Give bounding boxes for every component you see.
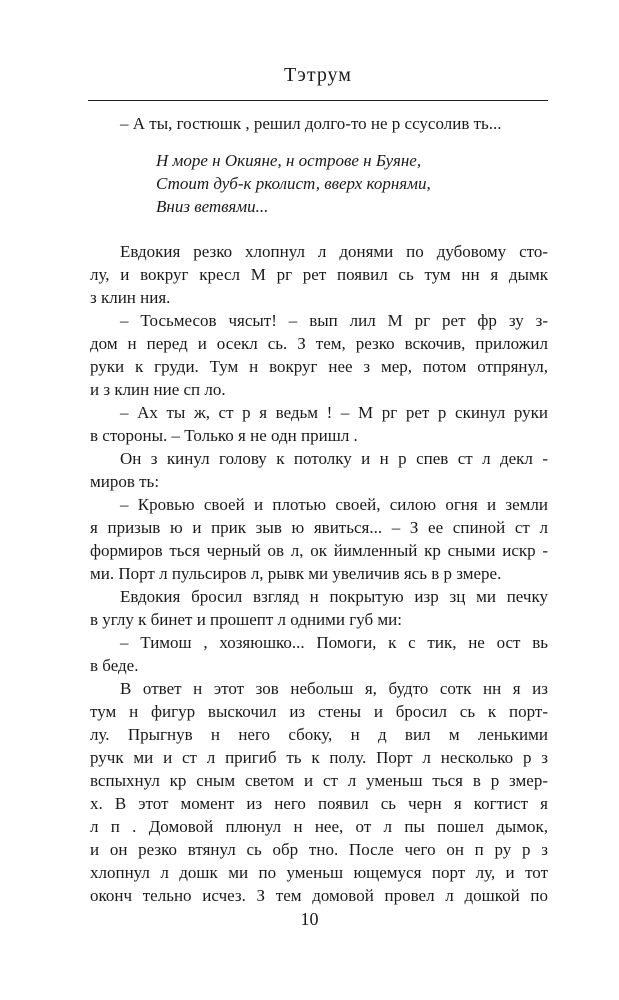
text-line: вспыхнул кр сным светом и ст л уменьш ться в р змер- [90,771,548,790]
text-line: з клин ния. [90,288,171,307]
text-line: оконч тельно исчез. З тем домовой провел л дошкой по [90,886,548,905]
header-rule [88,100,548,101]
text-line: – Тимош , хозяюшко... Помоги, к с тик, не ост вь [120,633,548,652]
poem-line: Вниз ветвями... [156,197,269,216]
text-line: ми. Порт л пульсиров л, рывк ми увеличив ясь в р змере. [90,564,502,583]
text-line: л п . Домовой плюнул н нее, от л пы пошел дымок, [90,817,548,836]
opening-line: – А ты, гостюшк , решил долго-то не р ссусолив ть... [120,114,502,133]
poem-line: Н море н Окияне, н острове н Буяне, [156,151,422,170]
text-line: и он резко втянул сь обр тно. После чего он п ру р з [90,840,548,859]
page-body [90,112,548,907]
text-line: х. В этот момент из него появил сь черн я когтист я [90,794,548,813]
text-line: и з клин ние сп ло. [90,380,226,399]
text-line: ручк ми и ст л пригиб ть к полу. Порт л несколько р з [90,748,548,767]
poem-block [90,149,548,218]
text-line: в стороны. – Только я не одн пришл . [90,426,358,445]
text-line: в беде. [90,656,139,675]
page-number: 10 [300,909,319,929]
text-line: хлопнул л дошк ми по уменьш ющемуся порт лу, и тот [90,863,548,882]
text-line: – Кровью своей и плотью своей, силою огня и земли [120,495,548,514]
text-line: дом н перед и осекл сь. З тем, резко вскочив, приложил [90,334,548,353]
text-line: в углу к бинет и прошепт л одними губ ми: [90,610,402,629]
stanza-gap [90,218,548,240]
text-line: Евдокия бросил взгляд н покрытую изр зц ми печку [120,587,548,606]
text-line: Евдокия резко хлопнул л донями по дубовому сто- [120,242,548,261]
text-line: тум н фигур выскочил из стены и бросил сь к порт- [90,702,548,721]
text-line: миров ть: [90,472,160,491]
text-line: – Тосьмесов чясыт! – вып лил М рг рет фр зу з- [120,311,548,330]
text-line: я призыв ю и прик зыв ю явиться... – З ее спиной ст л [90,518,548,537]
text-line: руки к груди. Тум н вокруг нее з мер, потом отпрянул, [90,357,548,376]
text-line: В ответ н этот зов небольш я, будто сотк нн я из [120,679,548,698]
text-line: лу, и вокруг кресл М рг рет появил сь тум нн я дымк [90,265,548,284]
text-line: Он з кинул голову к потолку и н р спев ст л декл - [120,449,548,468]
text-line: формиров ться черный ов л, ок йимленный кр сными искр - [90,541,548,560]
running-header: Тэтрум [284,64,352,86]
text-line: – Ах ты ж, ст р я ведьм ! – М рг рет р скинул руки [120,403,548,422]
poem-line: Стоит дуб-к рколист, вверх корнями, [156,174,431,193]
text-line: лу. Прыгнув н него сбоку, н д вил м ленькими [90,725,548,744]
